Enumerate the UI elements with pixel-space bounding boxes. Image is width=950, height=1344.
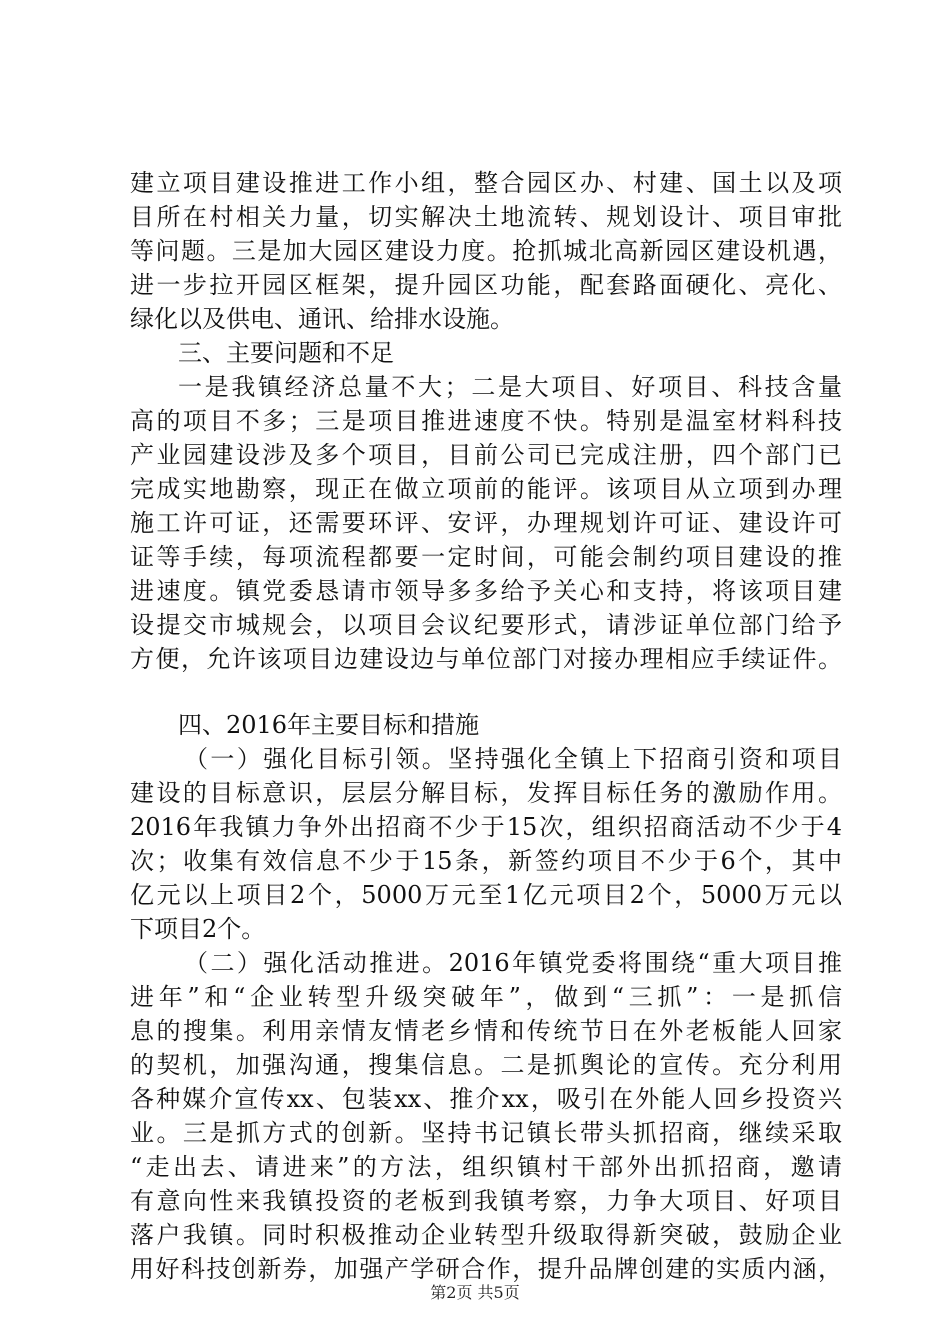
paragraph-line: 次；收集有效信息不少于15条，新签约项目不少于6个，其中 <box>130 847 842 875</box>
document-body <box>130 166 842 1286</box>
paragraph-line: 方便，允许该项目边建设边与单位部门对接办理相应手续证件。 <box>130 645 842 673</box>
paragraph-line: 施工许可证，还需要环评、安评，办理规划许可证、建设许可 <box>130 509 842 537</box>
paragraph-line: 设提交市城规会，以项目会议纪要形式，请涉证单位部门给予 <box>130 611 842 639</box>
paragraph-line: （二）强化活动推进。2016年镇党委将围绕“重大项目推 <box>184 949 842 977</box>
paragraph-line: 建设的目标意识，层层分解目标，发挥目标任务的激励作用。 <box>130 779 842 807</box>
paragraph-line: 绿化以及供电、通讯、给排水设施。 <box>130 305 514 333</box>
page-footer <box>0 1280 950 1303</box>
paragraph-line: 完成实地勘察，现正在做立项前的能评。该项目从立项到办理 <box>130 475 842 503</box>
paragraph-gap <box>130 676 842 708</box>
page-number-label: 第2页 共5页 <box>430 1283 520 1302</box>
paragraph-line: 有意向性来我镇投资的老板到我镇考察，力争大项目、好项目 <box>130 1187 842 1215</box>
paragraph-line: 进一步拉开园区框架，提升园区功能，配套路面硬化、亮化、 <box>130 271 842 299</box>
paragraph-line: 各种媒介宣传xx、包装xx、推介xx，吸引在外能人回乡投资兴 <box>130 1085 842 1113</box>
paragraph-line: 等问题。三是加大园区建设力度。抢抓城北高新园区建设机遇， <box>130 237 842 265</box>
paragraph-line: 下项目2个。 <box>130 915 266 943</box>
paragraph-line: 建立项目建设推进工作小组，整合园区办、村建、国土以及项 <box>130 169 842 197</box>
paragraph-line: 2016年我镇力争外出招商不少于15次，组织招商活动不少于4 <box>130 813 842 841</box>
paragraph-line: 一是我镇经济总量不大；二是大项目、好项目、科技含量 <box>178 373 842 401</box>
paragraph-line: 息的搜集。利用亲情友情老乡情和传统节日在外老板能人回家 <box>130 1017 842 1045</box>
paragraph-line: 亿元以上项目2个，5000万元至1亿元项目2个，5000万元以 <box>130 881 842 909</box>
paragraph-line: 证等手续，每项流程都要一定时间，可能会制约项目建设的推 <box>130 543 842 571</box>
paragraph-line: 目所在村相关力量，切实解决土地流转、规划设计、项目审批 <box>130 203 842 231</box>
paragraph-line: 进年”和“企业转型升级突破年”，做到“三抓”：一是抓信 <box>130 983 842 1011</box>
paragraph-line: 落户我镇。同时积极推动企业转型升级取得新突破，鼓励企业 <box>130 1221 842 1249</box>
paragraph-line: “走出去、请进来”的方法，组织镇村干部外出抓招商，邀请 <box>130 1153 842 1181</box>
paragraph-line: （一）强化目标引领。坚持强化全镇上下招商引资和项目 <box>184 745 842 773</box>
paragraph-line: 高的项目不多；三是项目推进速度不快。特别是温室材料科技 <box>130 407 842 435</box>
paragraph-line: 进速度。镇党委恳请市领导多多给予关心和支持，将该项目建 <box>130 577 842 605</box>
section-heading-4: 四、2016年主要目标和措施 <box>178 711 480 739</box>
paragraph-line: 的契机，加强沟通，搜集信息。二是抓舆论的宣传。充分利用 <box>130 1051 842 1079</box>
section-heading-3: 三、主要问题和不足 <box>178 339 394 367</box>
paragraph-line: 产业园建设涉及多个项目，目前公司已完成注册，四个部门已 <box>130 441 842 469</box>
paragraph-line: 用好科技创新券，加强产学研合作，提升品牌创建的实质内涵， <box>130 1255 842 1283</box>
paragraph-line: 业。三是抓方式的创新。坚持书记镇长带头抓招商，继续采取 <box>130 1119 842 1147</box>
